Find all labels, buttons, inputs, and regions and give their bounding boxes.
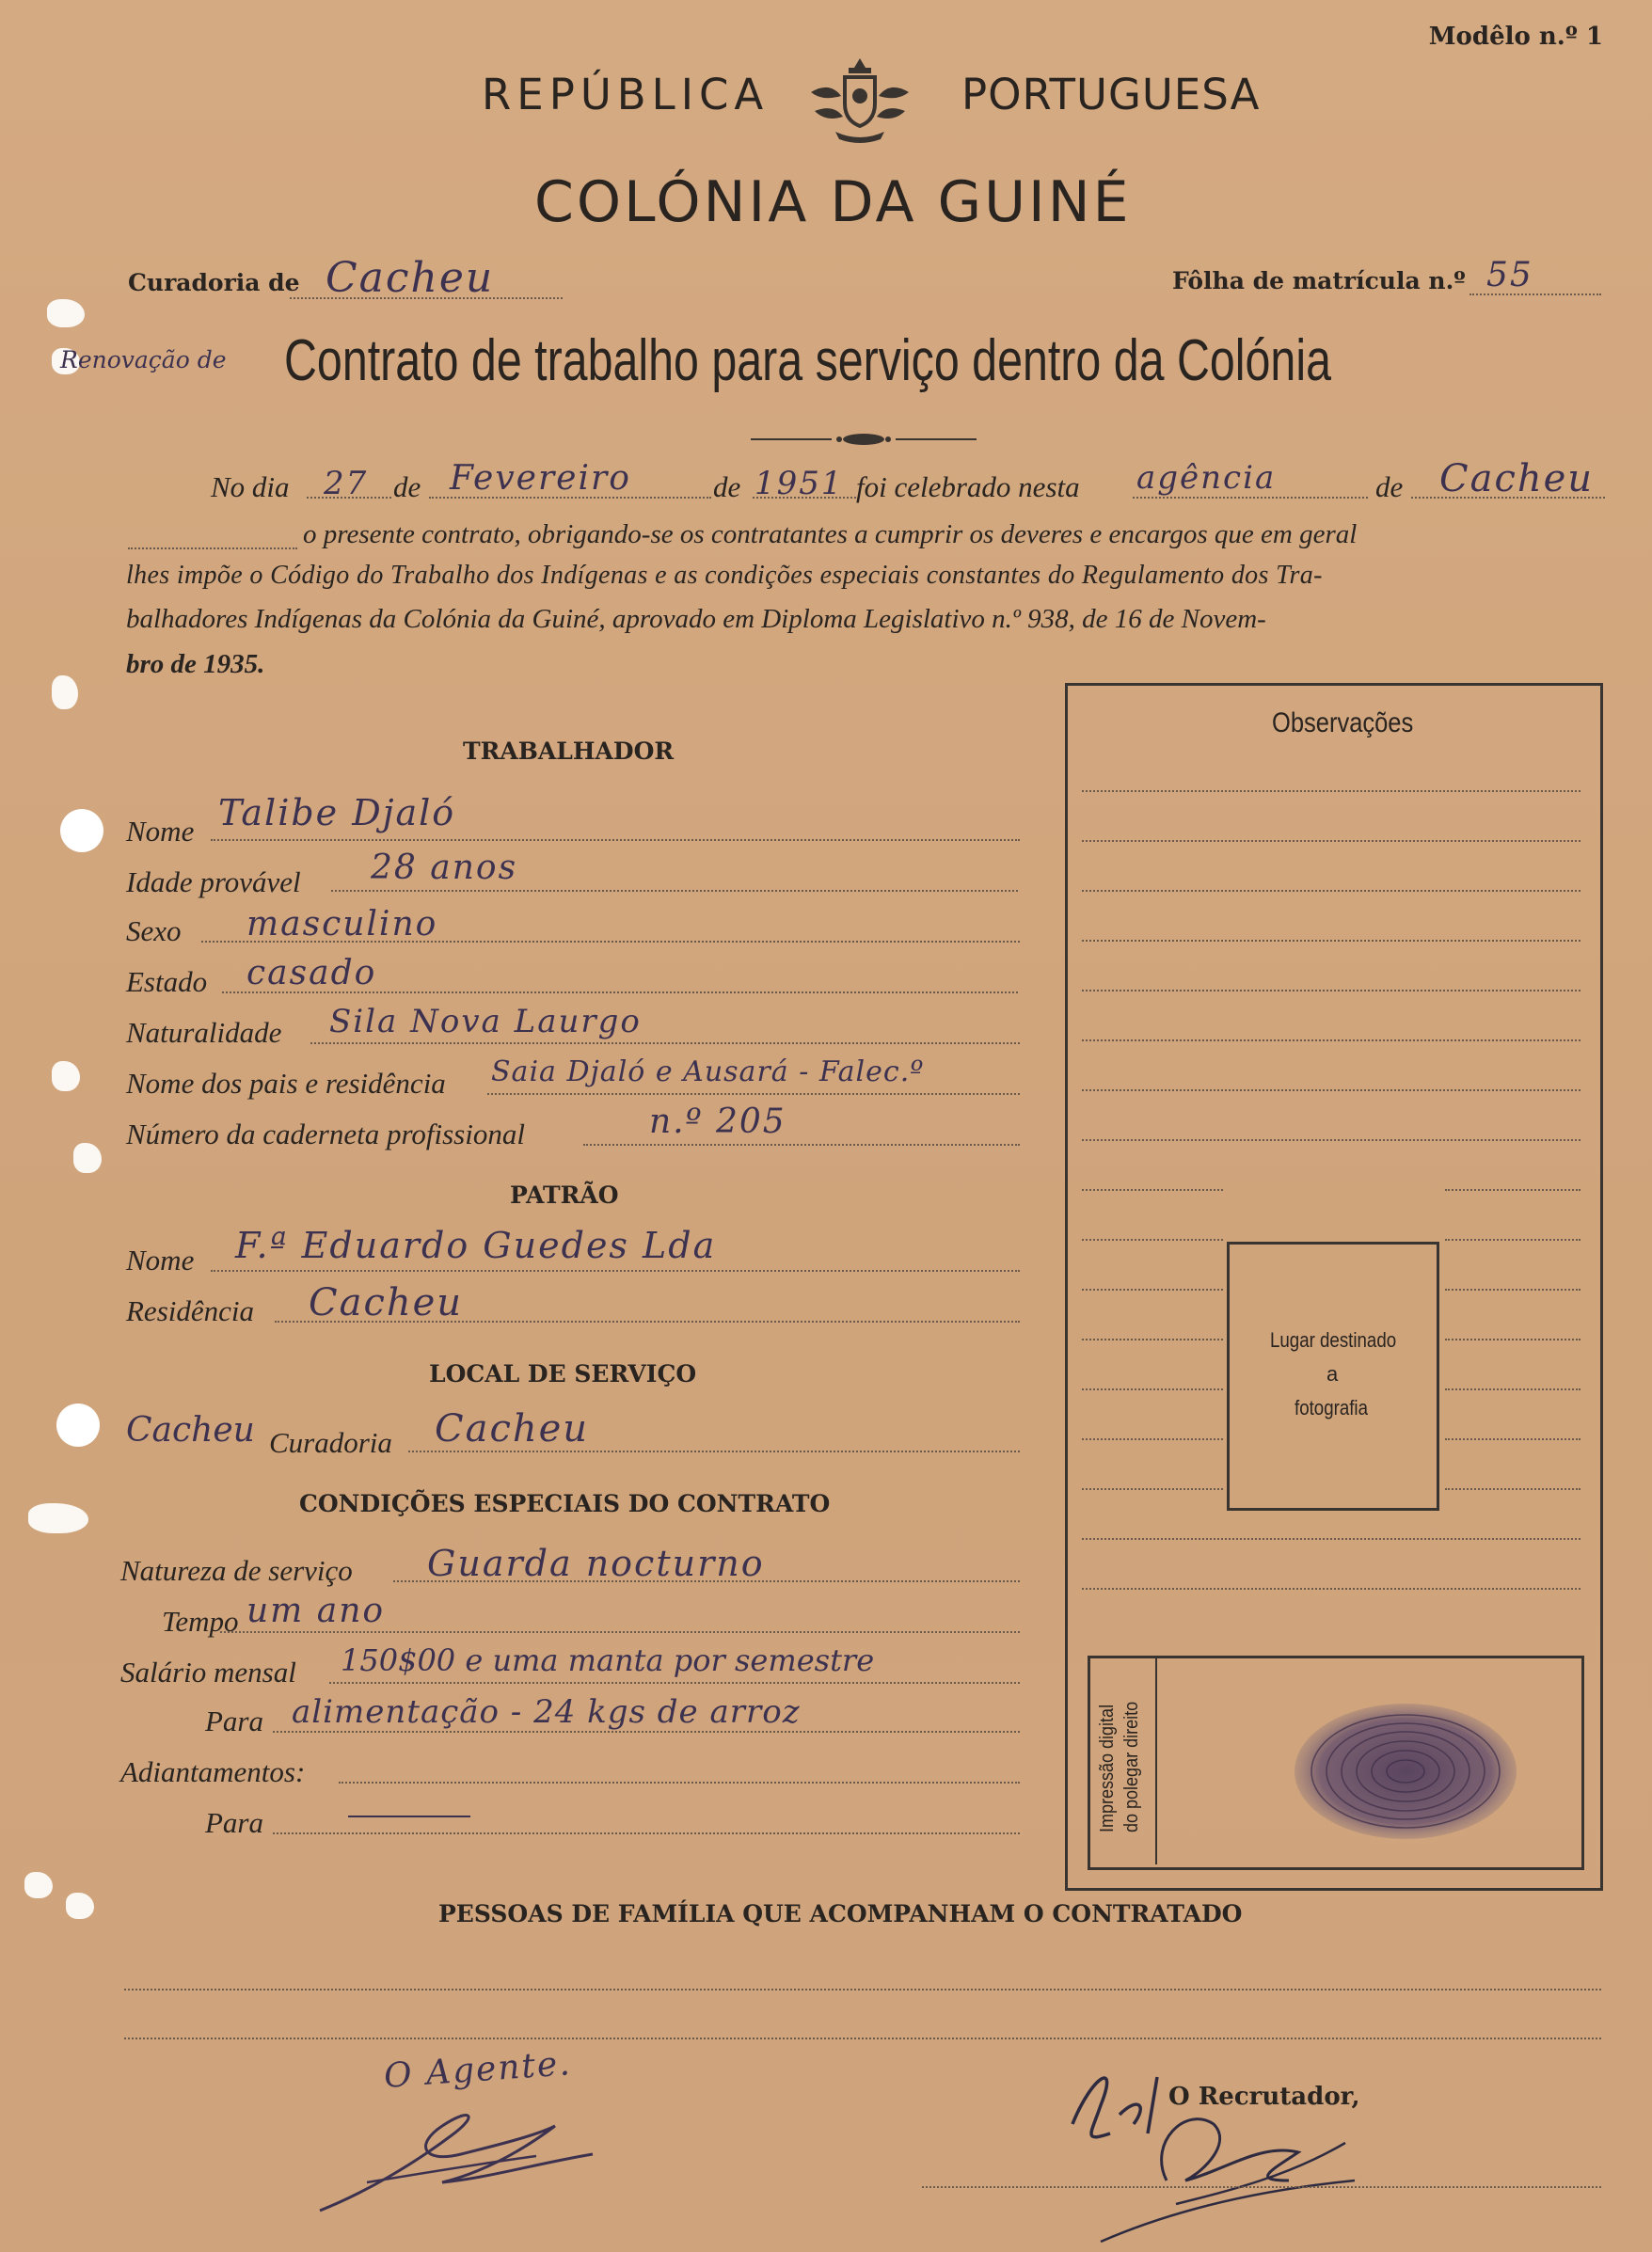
family-line bbox=[124, 1989, 1601, 1990]
conditions-salary-label: Salário mensal bbox=[120, 1656, 296, 1689]
worker-name-value: Talibe Djaló bbox=[218, 792, 456, 833]
conditions-time-dotline bbox=[220, 1631, 1020, 1633]
obs-line bbox=[1082, 890, 1581, 892]
obs-line bbox=[1082, 1588, 1581, 1590]
obs-line bbox=[1082, 1089, 1581, 1091]
worker-age-value: 28 anos bbox=[371, 848, 518, 887]
conditions-nature-label: Natureza de serviço bbox=[120, 1554, 353, 1587]
republic-left: REPÚBLICA bbox=[482, 70, 770, 119]
obs-line bbox=[1082, 1289, 1223, 1291]
curadoria-value: Cacheu bbox=[326, 254, 495, 302]
obs-line bbox=[1082, 940, 1581, 942]
intro-line3: lhes impõe o Código do Trabalho dos Indígenas e as condições especiais constantes do Regulamento dos Tra- bbox=[126, 561, 1323, 590]
workplace-place: Cacheu bbox=[126, 1411, 255, 1450]
tear-mark bbox=[66, 1893, 94, 1919]
punch-hole bbox=[56, 1404, 100, 1447]
worker-sex-value: masculino bbox=[246, 905, 438, 944]
recruiter-signature-mark bbox=[1044, 2039, 1364, 2246]
family-heading: PESSOAS DE FAMÍLIA QUE ACOMPANHAM O CONTRATADO bbox=[438, 1900, 1243, 1927]
obs-line bbox=[1082, 1488, 1223, 1490]
intro-month: Fevereiro bbox=[450, 459, 631, 498]
worker-age-label: Idade provável bbox=[126, 865, 301, 898]
obs-line bbox=[1445, 1438, 1581, 1440]
sheet-value: 55 bbox=[1486, 256, 1533, 294]
employer-name-value: F.ª Eduardo Guedes Lda bbox=[235, 1225, 717, 1266]
obs-line bbox=[1082, 1039, 1581, 1041]
employer-residence-label: Residência bbox=[126, 1294, 255, 1327]
workplace-heading: LOCAL DE SERVIÇO bbox=[429, 1360, 697, 1388]
worker-booklet-value: n.º 205 bbox=[649, 1102, 786, 1141]
worker-name-label: Nome bbox=[126, 815, 195, 848]
republic-right: PORTUGUESA bbox=[961, 70, 1261, 119]
photo-label-3: fotografia bbox=[1295, 1396, 1368, 1419]
conditions-heading: CONDIÇÕES ESPECIAIS DO CONTRATO bbox=[299, 1490, 831, 1517]
obs-line bbox=[1082, 1339, 1223, 1340]
intro-de1: de bbox=[393, 470, 421, 503]
intro-place: agência bbox=[1136, 459, 1277, 497]
tear-mark bbox=[47, 299, 85, 327]
conditions-time-label: Tempo bbox=[162, 1605, 239, 1638]
worker-status-value: casado bbox=[246, 954, 377, 992]
recruiter-signature-line bbox=[922, 2186, 1601, 2188]
thumbprint-icon bbox=[1291, 1701, 1520, 1842]
worker-heading: TRABALHADOR bbox=[463, 737, 675, 765]
agent-signature-text: O Agente. bbox=[382, 2044, 573, 2096]
intro-de3: de bbox=[1375, 470, 1404, 503]
curadoria-label: Curadoria de bbox=[128, 269, 300, 296]
thumbprint-label-1: Impressão digital bbox=[1097, 1704, 1118, 1832]
intro-year: 1951 bbox=[755, 465, 844, 502]
worker-name-dotline bbox=[211, 839, 1020, 841]
intro-day: 27 bbox=[324, 465, 369, 502]
tear-mark bbox=[73, 1143, 102, 1173]
conditions-time-value: um ano bbox=[246, 1592, 386, 1630]
obs-line bbox=[1445, 1239, 1581, 1241]
conditions-advances-label: Adiantamentos: bbox=[120, 1755, 306, 1788]
family-line bbox=[124, 2038, 1601, 2039]
obs-line bbox=[1082, 1388, 1223, 1390]
conditions-for2-dotline bbox=[273, 1832, 1020, 1834]
tear-mark bbox=[52, 1061, 80, 1091]
workplace-curadoria-label: Curadoria bbox=[269, 1426, 392, 1459]
employer-name-label: Nome bbox=[126, 1244, 195, 1277]
obs-line bbox=[1445, 1339, 1581, 1340]
obs-line bbox=[1445, 1189, 1581, 1191]
obs-line bbox=[1082, 1239, 1223, 1241]
employer-heading: PATRÃO bbox=[510, 1182, 619, 1209]
conditions-for-dotline bbox=[273, 1731, 1020, 1733]
obs-line bbox=[1445, 1388, 1581, 1390]
photo-label-2: a bbox=[1326, 1362, 1339, 1386]
tear-mark bbox=[52, 675, 78, 709]
intro-celebrado: foi celebrado nesta bbox=[856, 470, 1080, 503]
photo-label-1: Lugar destinado bbox=[1270, 1328, 1397, 1352]
intro-line5: bro de 1935. bbox=[126, 649, 265, 679]
workplace-dotline bbox=[408, 1451, 1020, 1452]
conditions-for2-label: Para bbox=[205, 1806, 263, 1839]
obs-line bbox=[1082, 840, 1581, 842]
worker-parents-value: Saia Djaló e Ausará - Falec.º bbox=[491, 1055, 925, 1088]
obs-line bbox=[1082, 1139, 1581, 1141]
worker-origin-dotline bbox=[310, 1042, 1020, 1044]
obs-line bbox=[1082, 1538, 1581, 1540]
worker-sex-label: Sexo bbox=[126, 914, 182, 947]
conditions-advances-dotline bbox=[339, 1782, 1020, 1784]
obs-line bbox=[1445, 1289, 1581, 1291]
employer-name-dotline bbox=[211, 1270, 1020, 1272]
intro-de2: de bbox=[713, 470, 741, 503]
worker-origin-value: Sila Nova Laurgo bbox=[329, 1003, 642, 1040]
observations-heading: Observações bbox=[1272, 707, 1414, 738]
conditions-for2-dash bbox=[348, 1816, 470, 1817]
tear-mark bbox=[24, 1872, 53, 1898]
coat-of-arms-icon bbox=[807, 55, 913, 145]
worker-parents-label: Nome dos pais e residência bbox=[126, 1067, 446, 1100]
agent-signature-mark bbox=[310, 2098, 612, 2220]
thumbprint-divider bbox=[1155, 1656, 1157, 1864]
worker-origin-label: Naturalidade bbox=[126, 1016, 282, 1049]
sheet-label: Fôlha de matrícula n.º bbox=[1172, 267, 1466, 294]
obs-line bbox=[1082, 1438, 1223, 1440]
workplace-curadoria-value: Cacheu bbox=[435, 1407, 590, 1451]
worker-parents-dotline bbox=[487, 1093, 1020, 1095]
obs-line bbox=[1445, 1488, 1581, 1490]
worker-booklet-label: Número da caderneta profissional bbox=[126, 1118, 525, 1150]
conditions-salary-dotline bbox=[329, 1682, 1020, 1684]
punch-hole bbox=[60, 809, 103, 852]
contract-title: Contrato de trabalho para serviço dentro da Colónia bbox=[284, 328, 1331, 393]
ornament-divider bbox=[751, 431, 977, 448]
obs-line bbox=[1082, 990, 1581, 991]
place-dotline bbox=[1133, 497, 1368, 499]
conditions-for-label: Para bbox=[205, 1705, 263, 1737]
title-prefix: Renovação de bbox=[60, 346, 227, 373]
intro-line4: balhadores Indígenas da Colónia da Guiné, aprovado em Diploma Legislativo n.º 938, de 16 de Novem- bbox=[126, 604, 1266, 634]
model-number: Modêlo n.º 1 bbox=[1428, 23, 1603, 51]
obs-line bbox=[1082, 790, 1581, 792]
intro-city: Cacheu bbox=[1439, 457, 1595, 500]
conditions-for-value: alimentação - 24 kgs de arroz bbox=[292, 1693, 801, 1731]
conditions-salary-value: 150$00 e uma manta por semestre bbox=[341, 1642, 875, 1678]
conditions-nature-value: Guarda nocturno bbox=[427, 1543, 765, 1584]
worker-age-dotline bbox=[331, 890, 1018, 892]
employer-residence-value: Cacheu bbox=[309, 1281, 464, 1324]
recruiter-label: O Recrutador, bbox=[1168, 2083, 1360, 2111]
worker-status-label: Estado bbox=[126, 965, 208, 998]
thumbprint-label-2: do polegar direito bbox=[1121, 1701, 1142, 1832]
intro-nodia: No dia bbox=[211, 470, 290, 503]
obs-line bbox=[1082, 1189, 1223, 1191]
worker-booklet-dotline bbox=[583, 1144, 1020, 1146]
intro-line2-dots bbox=[128, 547, 297, 549]
tear-mark bbox=[28, 1503, 88, 1533]
colony-title: COLÓNIA DA GUINÉ bbox=[534, 169, 1132, 235]
intro-line2: o presente contrato, obrigando-se os contratantes a cumprir os deveres e encargos que em geral bbox=[303, 519, 1358, 549]
